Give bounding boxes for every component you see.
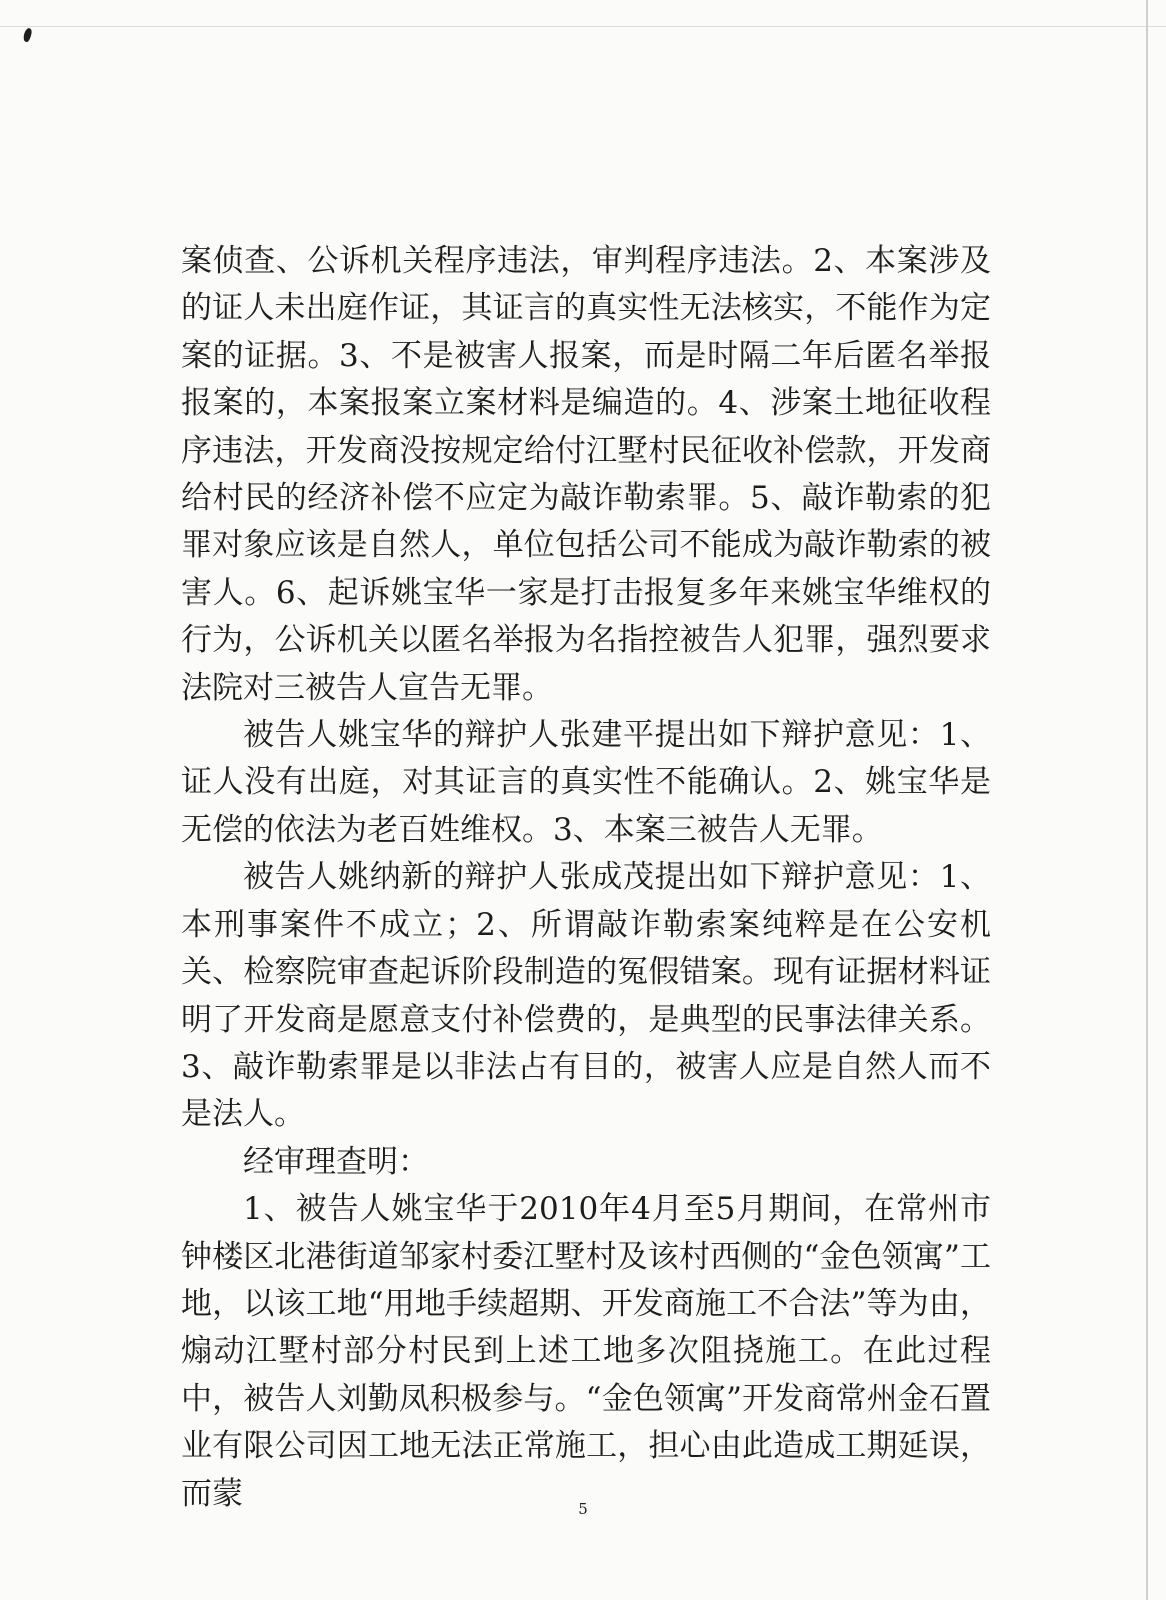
paragraph-findings-heading: 经审理查明： — [243, 1143, 429, 1180]
scan-edge-right — [1146, 0, 1148, 1600]
ink-smudge-mark — [22, 27, 33, 42]
paragraph-defense-zhang-jianping: 被告人姚宝华的辩护人张建平提出如下辩护意见：1、证人没有出庭，对其证言的真实性不能确认。2、姚宝华是无偿的依法为老百姓维权。3、本案三被告人无罪。 — [181, 717, 991, 848]
paragraph-finding-1: 1、被告人姚宝华于2010年4月至5月期间，在常州市钟楼区北港街道邹家村委江墅村及该村西侧的“金色领寓”工地，以该工地“用地手续超期、开发商施工不合法”等为由，煽动江墅村部分村民到上述工地多次阻挠施工。在此过程中，被告人刘勤凤积极参与。“金色领寓”开发商常州金石置业有限公司因工地无法正常施工，担心由此造成工期延误，而蒙 — [181, 1191, 991, 1512]
paragraph-continuation: 案侦查、公诉机关程序违法，审判程序违法。2、本案涉及的证人未出庭作证，其证言的真实性无法核实，不能作为定案的证据。3、不是被害人报案，而是时隔二年后匿名举报报案的，本案报案立案材料是编造的。4、涉案土地征收程序违法，开发商没按规定给付江墅村民征收补偿款，开发商给村民的经济补偿不应定为敲诈勒索罪。5、敲诈勒索的犯罪对象应该是自然人，单位包括公司不能成为敲诈勒索的被害人。6、起诉姚宝华一家是打击报复多年来姚宝华维权的行为，公诉机关以匿名举报为名指控被告人犯罪，强烈要求法院对三被告人宣告无罪。 — [181, 243, 991, 706]
document-body — [181, 238, 991, 1518]
scan-edge-top — [0, 26, 1166, 27]
paragraph-defense-zhang-chengmao: 被告人姚纳新的辩护人张成茂提出如下辩护意见：1、本刑事案件不成立；2、所谓敲诈勒索案纯粹是在公安机关、检察院审查起诉阶段制造的冤假错案。现有证据材料证明了开发商是愿意支付补偿费的，是典型的民事法律关系。3、敲诈勒索罪是以非法占有目的，被害人应是自然人而不是法人。 — [181, 859, 991, 1133]
page-number: 5 — [578, 1500, 588, 1518]
